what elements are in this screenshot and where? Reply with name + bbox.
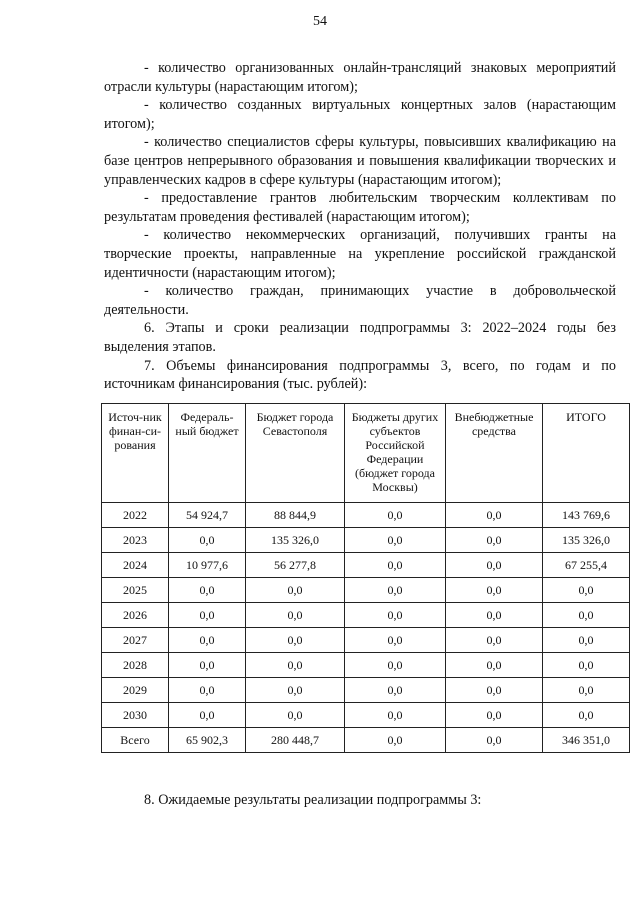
total-cell: 346 351,0 xyxy=(543,728,630,753)
federal-cell: 54 924,7 xyxy=(169,503,246,528)
header-federal: Федераль-ный бюджет xyxy=(169,404,246,503)
paragraph-online-broadcasts: - количество организованных онлайн-трансляций знаковых мероприятий отрасли культуры (нарастающим итогом); xyxy=(104,60,616,95)
federal-cell: 0,0 xyxy=(169,653,246,678)
federal-cell: 0,0 xyxy=(169,578,246,603)
header-extrabudgetary: Внебюджетные средства xyxy=(446,404,543,503)
other-subjects-cell: 0,0 xyxy=(345,678,446,703)
other-subjects-cell: 0,0 xyxy=(345,578,446,603)
total-cell: 0,0 xyxy=(543,603,630,628)
year-cell: 2022 xyxy=(102,503,169,528)
federal-cell: 0,0 xyxy=(169,628,246,653)
other-subjects-cell: 0,0 xyxy=(345,553,446,578)
year-cell: 2028 xyxy=(102,653,169,678)
sevastopol-cell: 135 326,0 xyxy=(246,528,345,553)
other-subjects-cell: 0,0 xyxy=(345,603,446,628)
federal-cell: 0,0 xyxy=(169,678,246,703)
paragraph-financing-intro: 7. Объемы финансирования подпрограммы 3, всего, по годам и по источникам финансирования (тыс. рублей): xyxy=(104,357,616,393)
paragraph-nonprofits: - количество некоммерческих организаций, получивших гранты на творческие проекты, направленные на укрепление российской гражданской идентичности (нарастающим итогом); xyxy=(104,227,616,281)
total-cell: 0,0 xyxy=(543,628,630,653)
year-cell: 2027 xyxy=(102,628,169,653)
page-number: 54 xyxy=(313,14,327,29)
extrabudgetary-cell: 0,0 xyxy=(446,703,543,728)
extrabudgetary-cell: 0,0 xyxy=(446,578,543,603)
federal-cell: 0,0 xyxy=(169,528,246,553)
table-row xyxy=(102,578,630,603)
sevastopol-cell: 0,0 xyxy=(246,678,345,703)
table-row xyxy=(102,703,630,728)
table-row xyxy=(102,528,630,553)
year-cell: Всего xyxy=(102,728,169,753)
header-total: ИТОГО xyxy=(543,404,630,503)
paragraph-specialists: - количество специалистов сферы культуры, повысивших квалификацию на базе центров непрерывного образования и повышения квалификации творческих и управленческих кадров в сфере культуры (нарастающим итогом); xyxy=(104,134,616,188)
header-sevastopol: Бюджет города Севастополя xyxy=(246,404,345,503)
year-cell: 2026 xyxy=(102,603,169,628)
table-row xyxy=(102,678,630,703)
year-cell: 2030 xyxy=(102,703,169,728)
paragraph-virtual-halls: - количество созданных виртуальных концертных залов (нарастающим итогом); xyxy=(104,97,616,132)
total-cell: 0,0 xyxy=(543,703,630,728)
body-text xyxy=(104,59,616,394)
total-cell: 143 769,6 xyxy=(543,503,630,528)
other-subjects-cell: 0,0 xyxy=(345,503,446,528)
table-row xyxy=(102,628,630,653)
year-cell: 2025 xyxy=(102,578,169,603)
federal-cell: 0,0 xyxy=(169,603,246,628)
total-cell: 0,0 xyxy=(543,678,630,703)
table-row xyxy=(102,653,630,678)
sevastopol-cell: 280 448,7 xyxy=(246,728,345,753)
extrabudgetary-cell: 0,0 xyxy=(446,653,543,678)
section-8-heading: 8. Ожидаемые результаты реализации подпрограммы 3: xyxy=(144,792,482,808)
extrabudgetary-cell: 0,0 xyxy=(446,678,543,703)
other-subjects-cell: 0,0 xyxy=(345,528,446,553)
total-cell: 67 255,4 xyxy=(543,553,630,578)
federal-cell: 0,0 xyxy=(169,703,246,728)
paragraph-stages: 6. Этапы и сроки реализации подпрограммы 3: 2022–2024 годы без выделения этапов. xyxy=(104,320,616,355)
extrabudgetary-cell: 0,0 xyxy=(446,728,543,753)
extrabudgetary-cell: 0,0 xyxy=(446,503,543,528)
table-row xyxy=(102,503,630,528)
sevastopol-cell: 0,0 xyxy=(246,603,345,628)
federal-cell: 10 977,6 xyxy=(169,553,246,578)
extrabudgetary-cell: 0,0 xyxy=(446,628,543,653)
extrabudgetary-cell: 0,0 xyxy=(446,553,543,578)
table-row xyxy=(102,603,630,628)
year-cell: 2023 xyxy=(102,528,169,553)
table-body xyxy=(102,503,630,753)
sevastopol-cell: 88 844,9 xyxy=(246,503,345,528)
total-cell: 0,0 xyxy=(543,653,630,678)
paragraph-volunteers: - количество граждан, принимающих участие в добровольческой деятельности. xyxy=(104,283,616,318)
header-other-subjects: Бюджеты других субъектов Российской Федерации (бюджет города Москвы) xyxy=(345,404,446,503)
table-header-row xyxy=(102,404,630,503)
sevastopol-cell: 56 277,8 xyxy=(246,553,345,578)
year-cell: 2024 xyxy=(102,553,169,578)
extrabudgetary-cell: 0,0 xyxy=(446,603,543,628)
financing-table xyxy=(101,403,630,753)
total-cell: 135 326,0 xyxy=(543,528,630,553)
sevastopol-cell: 0,0 xyxy=(246,703,345,728)
table-row xyxy=(102,728,630,753)
federal-cell: 65 902,3 xyxy=(169,728,246,753)
year-cell: 2029 xyxy=(102,678,169,703)
paragraph-grants-amateur: - предоставление грантов любительским творческим коллективам по результатам проведения фестивалей (нарастающим итогом); xyxy=(104,190,616,225)
other-subjects-cell: 0,0 xyxy=(345,728,446,753)
sevastopol-cell: 0,0 xyxy=(246,628,345,653)
other-subjects-cell: 0,0 xyxy=(345,628,446,653)
other-subjects-cell: 0,0 xyxy=(345,703,446,728)
sevastopol-cell: 0,0 xyxy=(246,578,345,603)
table-row xyxy=(102,553,630,578)
total-cell: 0,0 xyxy=(543,578,630,603)
header-source: Источ-ник финан-си-рования xyxy=(102,404,169,503)
extrabudgetary-cell: 0,0 xyxy=(446,528,543,553)
sevastopol-cell: 0,0 xyxy=(246,653,345,678)
other-subjects-cell: 0,0 xyxy=(345,653,446,678)
